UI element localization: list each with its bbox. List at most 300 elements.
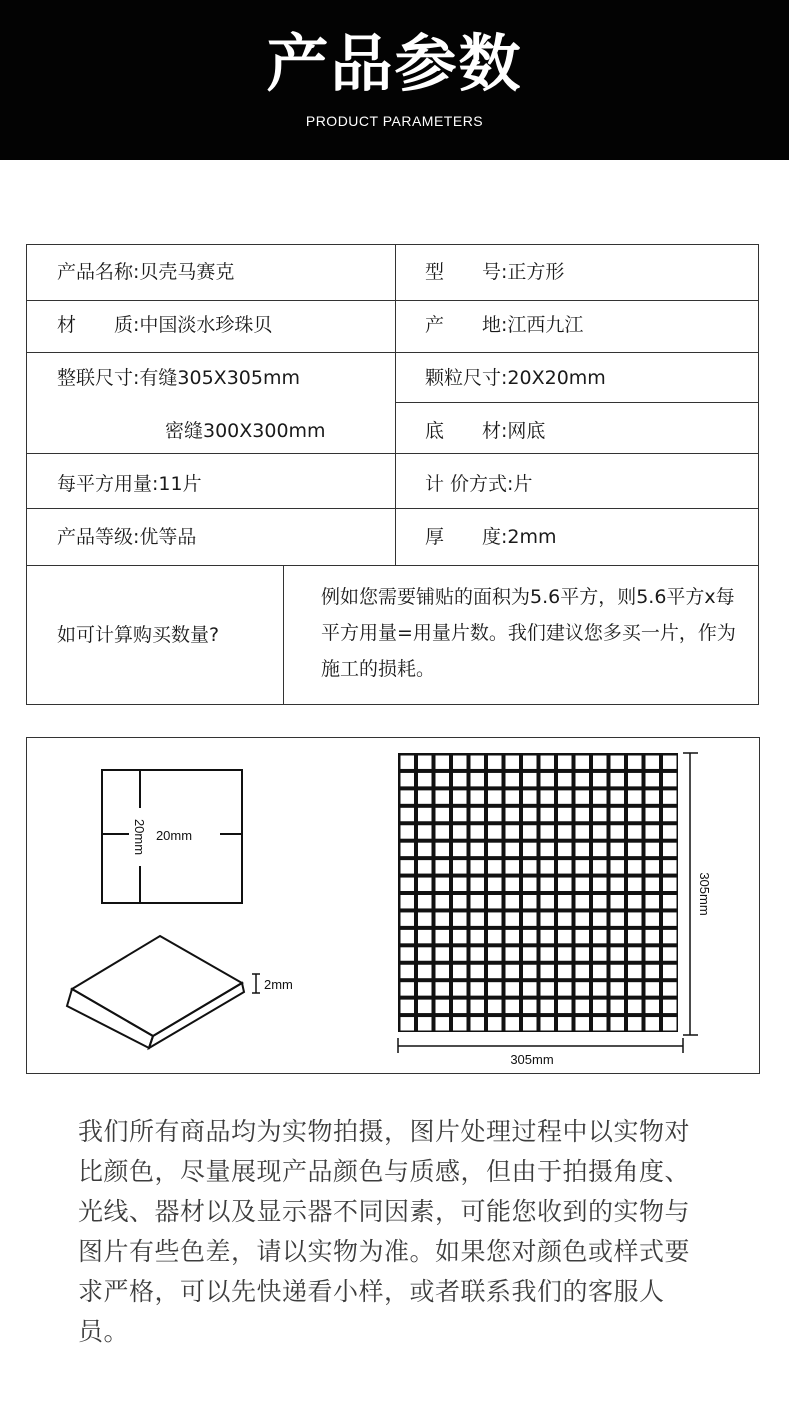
thickness-label: 厚 度: (425, 526, 508, 548)
mosaic-chip (506, 895, 520, 908)
mosaic-chip (436, 1000, 450, 1013)
mosaic-chip (401, 756, 415, 769)
mosaic-chip (418, 878, 432, 891)
mosaic-chip (593, 790, 607, 803)
mosaic-chip (628, 930, 642, 943)
chip-size-value: 20X20mm (507, 367, 606, 389)
mosaic-chip (576, 860, 590, 873)
mosaic-grid (398, 753, 678, 1032)
mosaic-chip (646, 825, 660, 838)
mosaic-chip (418, 895, 432, 908)
mosaic-chip (646, 790, 660, 803)
origin-value: 江西九江 (507, 314, 584, 336)
mosaic-chip (401, 895, 415, 908)
mosaic-chip (663, 912, 677, 925)
mosaic-chip (471, 773, 485, 786)
mosaic-chip (593, 756, 607, 769)
mosaic-chip (523, 947, 537, 960)
mosaic-chip (558, 930, 572, 943)
mosaic-chip (576, 843, 590, 856)
mosaic-chip (488, 756, 502, 769)
thickness-label: 2mm (264, 977, 293, 992)
mosaic-chip (593, 930, 607, 943)
mosaic-chip (471, 912, 485, 925)
mosaic-chip (523, 878, 537, 891)
mosaic-chip (506, 773, 520, 786)
usage-label: 每平方用量: (57, 473, 159, 495)
mosaic-chip (611, 965, 625, 978)
mosaic-chip (576, 825, 590, 838)
mosaic-chip (663, 947, 677, 960)
mosaic-chip (506, 947, 520, 960)
mosaic-chip (401, 808, 415, 821)
mosaic-chip (488, 808, 502, 821)
mosaic-chip (506, 825, 520, 838)
mosaic-chip (541, 790, 555, 803)
mosaic-chip (611, 843, 625, 856)
chip-3d-right (149, 983, 244, 1048)
mosaic-chip (558, 790, 572, 803)
mosaic-chip (576, 912, 590, 925)
backing-label: 底 材: (425, 420, 508, 442)
mosaic-chip (576, 773, 590, 786)
row-divider (27, 352, 758, 353)
mosaic-chip (523, 1017, 537, 1030)
mosaic-chip (401, 843, 415, 856)
mosaic-chip (646, 1000, 660, 1013)
mosaic-chip (471, 947, 485, 960)
mosaic-chip (558, 773, 572, 786)
sheet-width-label: 305mm (510, 1052, 554, 1067)
mosaic-chip (663, 982, 677, 995)
mosaic-chip (646, 878, 660, 891)
mosaic-chip (541, 878, 555, 891)
name-cell (57, 260, 234, 284)
mosaic-chip (558, 1017, 572, 1030)
mosaic-chip (488, 825, 502, 838)
mosaic-chip (436, 912, 450, 925)
mosaic-chip (663, 808, 677, 821)
mosaic-chip (523, 965, 537, 978)
usage-value: 11片 (158, 473, 202, 495)
spec-table (26, 244, 759, 705)
mosaic-chip (488, 1000, 502, 1013)
mosaic-chip (593, 982, 607, 995)
mosaic-chip (593, 878, 607, 891)
mosaic-chip (453, 773, 467, 786)
mosaic-chip (541, 843, 555, 856)
mosaic-chip (593, 860, 607, 873)
chip-size-label: 颗粒尺寸: (425, 367, 508, 389)
mosaic-chip (506, 982, 520, 995)
mosaic-chip (646, 895, 660, 908)
mosaic-chip (541, 1017, 555, 1030)
mosaic-chip (436, 825, 450, 838)
mosaic-chip (453, 860, 467, 873)
mosaic-chip (471, 1017, 485, 1030)
mosaic-chip (663, 878, 677, 891)
mosaic-chip (611, 790, 625, 803)
mosaic-chip (436, 930, 450, 943)
backing-value: 网底 (507, 420, 546, 442)
mosaic-chip (523, 930, 537, 943)
mosaic-chip (523, 1000, 537, 1013)
name-value: 贝壳马赛克 (139, 261, 235, 283)
mosaic-chip (453, 965, 467, 978)
mosaic-chip (593, 843, 607, 856)
mosaic-chip (663, 825, 677, 838)
mosaic-chip (646, 773, 660, 786)
mosaic-chip (663, 965, 677, 978)
model-value: 正方形 (507, 261, 565, 283)
mosaic-chip (663, 930, 677, 943)
mosaic-chip (646, 912, 660, 925)
mosaic-chip (628, 756, 642, 769)
mosaic-chip (488, 947, 502, 960)
mosaic-chip (558, 965, 572, 978)
mosaic-chip (611, 860, 625, 873)
mosaic-chip (523, 912, 537, 925)
mosaic-chip (541, 825, 555, 838)
mosaic-chip (576, 790, 590, 803)
mosaic-chip (488, 965, 502, 978)
mosaic-chip (558, 878, 572, 891)
mosaic-chip (506, 1000, 520, 1013)
mosaic-chip (401, 878, 415, 891)
grade-cell (57, 525, 196, 549)
mosaic-chip (488, 843, 502, 856)
mosaic-chip (663, 790, 677, 803)
mosaic-chip (611, 982, 625, 995)
mosaic-chip (418, 790, 432, 803)
mosaic-chip (488, 790, 502, 803)
mosaic-chip (646, 756, 660, 769)
mosaic-chip (558, 912, 572, 925)
mosaic-chip (611, 808, 625, 821)
mosaic-chip (576, 895, 590, 908)
mosaic-chip (628, 860, 642, 873)
mosaic-chip (506, 860, 520, 873)
mosaic-chip (418, 1017, 432, 1030)
mosaic-chip (663, 860, 677, 873)
mosaic-chip (488, 773, 502, 786)
mosaic-chip (646, 843, 660, 856)
mosaic-chip (436, 965, 450, 978)
chip-size-cell (425, 366, 606, 390)
col-divider (283, 565, 284, 704)
mosaic-chip (541, 930, 555, 943)
mosaic-chip (453, 1000, 467, 1013)
grade-value: 优等品 (139, 526, 197, 548)
mosaic-chip (506, 965, 520, 978)
mosaic-chip (471, 843, 485, 856)
mosaic-chip (593, 947, 607, 960)
material-cell (57, 313, 272, 337)
mosaic-chip (453, 843, 467, 856)
mosaic-chip (576, 947, 590, 960)
mosaic-chip (436, 895, 450, 908)
mosaic-chip (471, 930, 485, 943)
mosaic-chip (611, 756, 625, 769)
calc-question: 如可计算购买数量? (57, 624, 220, 646)
header-banner (0, 0, 789, 160)
mosaic-chip (506, 930, 520, 943)
mosaic-chip (541, 1000, 555, 1013)
mosaic-chip (488, 860, 502, 873)
mosaic-chip (611, 947, 625, 960)
mosaic-chip (593, 1017, 607, 1030)
mosaic-chip (628, 790, 642, 803)
mosaic-chip (436, 843, 450, 856)
mosaic-chip (418, 756, 432, 769)
mosaic-chip (418, 843, 432, 856)
mosaic-chip (401, 965, 415, 978)
col-divider (395, 245, 396, 565)
mosaic-chip (576, 1000, 590, 1013)
mosaic-chip (488, 895, 502, 908)
mosaic-chip (436, 773, 450, 786)
mosaic-chip (663, 895, 677, 908)
color-disclaimer: 我们所有商品均为实物拍摄，图片处理过程中以实物对比颜色，尽量展现产品颜色与质感，但由于拍摄角度、光线、器材以及显示器不同因素，可能您收到的实物与图片有些色差，请以实物为准。如果您对颜色或样式要求严格，可以先快递看小样，或者联系我们的客服人员。 (78, 1117, 691, 1346)
mosaic-chip (506, 843, 520, 856)
mosaic-chip (558, 947, 572, 960)
mosaic-chip (523, 756, 537, 769)
mosaic-chip (418, 808, 432, 821)
mosaic-chip (453, 930, 467, 943)
mosaic-chip (453, 790, 467, 803)
mosaic-chip (663, 773, 677, 786)
name-label: 产品名称: (57, 261, 140, 283)
mosaic-chip (611, 1017, 625, 1030)
mosaic-chip (576, 808, 590, 821)
mosaic-chip (541, 808, 555, 821)
mosaic-chip (471, 982, 485, 995)
mosaic-chip (506, 878, 520, 891)
mosaic-chip (663, 1000, 677, 1013)
mosaic-chip (523, 773, 537, 786)
mosaic-chip (541, 773, 555, 786)
row-divider (27, 508, 758, 509)
model-label: 型 号: (425, 261, 508, 283)
mosaic-chip (611, 878, 625, 891)
mosaic-chip (541, 860, 555, 873)
mosaic-chip (471, 965, 485, 978)
mosaic-chip (628, 947, 642, 960)
mosaic-chip (576, 878, 590, 891)
mosaic-chip (646, 808, 660, 821)
mosaic-chip (401, 982, 415, 995)
mosaic-chip (418, 1000, 432, 1013)
mosaic-chip (646, 947, 660, 960)
mosaic-chip (611, 895, 625, 908)
mosaic-chip (576, 756, 590, 769)
mosaic-chip (418, 930, 432, 943)
mosaic-chip (593, 1000, 607, 1013)
mosaic-chip (523, 982, 537, 995)
mosaic-chip (558, 982, 572, 995)
pricing-cell (425, 472, 532, 496)
mosaic-chip (593, 965, 607, 978)
mosaic-chip (453, 808, 467, 821)
mosaic-chip (418, 912, 432, 925)
mosaic-chip (418, 860, 432, 873)
mosaic-chip (541, 895, 555, 908)
mosaic-chip (436, 808, 450, 821)
mosaic-chip (646, 965, 660, 978)
sheet-size-value: 有缝305X305mm (139, 367, 300, 389)
mosaic-chip (471, 808, 485, 821)
mosaic-chip (593, 825, 607, 838)
mosaic-chip (453, 982, 467, 995)
mosaic-chip (418, 773, 432, 786)
chip-width-label: 20mm (155, 828, 193, 843)
mosaic-chip (628, 965, 642, 978)
mosaic-chip (646, 860, 660, 873)
mosaic-chip (558, 895, 572, 908)
row-divider (395, 402, 758, 403)
mosaic-chip (488, 912, 502, 925)
mosaic-chip (558, 860, 572, 873)
mosaic-chip (453, 947, 467, 960)
mosaic-chip (471, 895, 485, 908)
mosaic-chip (506, 808, 520, 821)
mosaic-chip (628, 1017, 642, 1030)
pricing-value: 片 (513, 473, 533, 495)
thickness-value: 2mm (507, 526, 557, 548)
mosaic-chip (488, 930, 502, 943)
mosaic-chip (558, 1000, 572, 1013)
mosaic-chip (611, 773, 625, 786)
mosaic-chip (663, 756, 677, 769)
mosaic-chip (541, 947, 555, 960)
pricing-label: 计 价方式: (425, 473, 514, 495)
page-title: 产品参数 (266, 27, 523, 100)
material-label: 材 质: (57, 314, 140, 336)
mosaic-chip (558, 808, 572, 821)
origin-label: 产 地: (425, 314, 508, 336)
mosaic-chip (401, 947, 415, 960)
mosaic-chip (628, 912, 642, 925)
mosaic-chip (663, 1017, 677, 1030)
row-divider (27, 453, 758, 454)
diagram-drawing (27, 738, 759, 1073)
mosaic-chip (646, 1017, 660, 1030)
mosaic-chip (541, 912, 555, 925)
mosaic-chip (576, 982, 590, 995)
mosaic-chip (628, 895, 642, 908)
page-subtitle: PRODUCT PARAMETERS (305, 113, 484, 129)
mosaic-chip (593, 773, 607, 786)
mosaic-chip (628, 982, 642, 995)
sheet-height-label: 305mm (697, 872, 712, 916)
mosaic-chip (506, 790, 520, 803)
mosaic-chip (436, 1017, 450, 1030)
mosaic-chip (506, 912, 520, 925)
sheet-size-label: 整联尺寸: (57, 367, 140, 389)
chip-height-label: 20mm (132, 818, 147, 856)
mosaic-chip (558, 825, 572, 838)
mosaic-chip (453, 756, 467, 769)
mosaic-chip (401, 860, 415, 873)
size-diagram (26, 737, 760, 1074)
mosaic-chip (453, 825, 467, 838)
mosaic-chip (611, 912, 625, 925)
mosaic-chip (576, 965, 590, 978)
mosaic-chip (401, 1000, 415, 1013)
mosaic-chip (488, 982, 502, 995)
mosaic-chip (541, 965, 555, 978)
mosaic-chip (401, 773, 415, 786)
mosaic-chip (436, 982, 450, 995)
mosaic-chip (628, 1000, 642, 1013)
mosaic-chip (593, 912, 607, 925)
row-divider (27, 565, 758, 566)
row-divider (27, 300, 758, 301)
mosaic-chip (471, 790, 485, 803)
mosaic-chip (488, 878, 502, 891)
mosaic-chip (558, 843, 572, 856)
calc-answer: 例如您需要铺贴的面积为5.6平方，则5.6平方x每平方用量=用量片数。我们建议您多买一片，作为施工的损耗。 (321, 586, 736, 680)
mosaic-chip (436, 878, 450, 891)
mosaic-chip (401, 912, 415, 925)
sheet-size-value-2: 密缝300X300mm (165, 420, 326, 442)
mosaic-chip (471, 878, 485, 891)
mosaic-chip (436, 860, 450, 873)
mosaic-chip (401, 930, 415, 943)
mosaic-chip (628, 843, 642, 856)
mosaic-chip (523, 860, 537, 873)
mosaic-chip (401, 825, 415, 838)
mosaic-chip (523, 790, 537, 803)
mosaic-chip (523, 808, 537, 821)
mosaic-chip (646, 930, 660, 943)
mosaic-chip (576, 1017, 590, 1030)
mosaic-chip (418, 965, 432, 978)
mosaic-chip (453, 1017, 467, 1030)
mosaic-chip (628, 825, 642, 838)
mosaic-chip (611, 1000, 625, 1013)
grade-label: 产品等级: (57, 526, 140, 548)
thickness-cell (425, 525, 557, 549)
mosaic-chip (646, 982, 660, 995)
mosaic-chip (506, 1017, 520, 1030)
mosaic-chip (628, 808, 642, 821)
mosaic-chip (541, 756, 555, 769)
mosaic-chip (523, 895, 537, 908)
mosaic-chip (558, 756, 572, 769)
mosaic-chip (471, 825, 485, 838)
mosaic-chip (576, 930, 590, 943)
mosaic-chip (418, 825, 432, 838)
mosaic-chip (418, 982, 432, 995)
backing-cell (425, 419, 545, 443)
mosaic-chip (593, 895, 607, 908)
mosaic-chip (436, 790, 450, 803)
mosaic-chip (436, 947, 450, 960)
mosaic-chip (453, 878, 467, 891)
mosaic-chip (506, 756, 520, 769)
mosaic-chip (453, 912, 467, 925)
mosaic-chip (418, 947, 432, 960)
mosaic-chip (541, 982, 555, 995)
mosaic-chip (488, 1017, 502, 1030)
mosaic-chip (523, 825, 537, 838)
sheet-size-cell (57, 366, 300, 390)
mosaic-chip (401, 790, 415, 803)
mosaic-chip (523, 843, 537, 856)
mosaic-chip (628, 773, 642, 786)
mosaic-chip (628, 878, 642, 891)
